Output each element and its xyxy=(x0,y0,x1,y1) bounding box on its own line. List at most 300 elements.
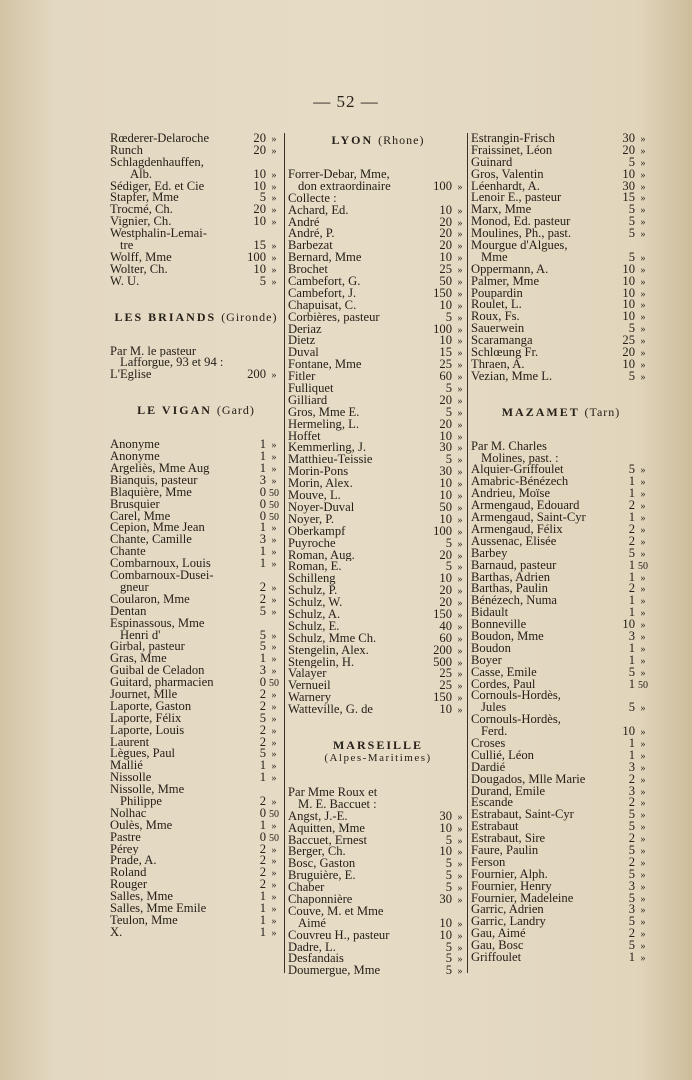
list-item xyxy=(471,916,651,928)
amount-centimes: » xyxy=(457,395,463,407)
donor-name: Cornouls-Hordès, xyxy=(471,690,561,703)
donor-name: Oberkampf xyxy=(288,525,346,538)
donor-name: Schulz, P. xyxy=(288,585,338,598)
spacer xyxy=(110,324,282,346)
section-heading xyxy=(471,405,651,419)
amount-francs: 25 xyxy=(439,262,452,277)
amount-francs: 25 xyxy=(439,666,452,681)
amount-centimes: » xyxy=(640,312,646,324)
list-item xyxy=(471,690,651,702)
amount-centimes: » xyxy=(271,820,277,832)
donor-name: Guitard, pharmacien xyxy=(110,677,214,689)
amount-centimes: » xyxy=(640,596,646,608)
amount-francs: 10 xyxy=(439,511,452,526)
amount-centimes: » xyxy=(640,324,646,336)
amount-francs: 2 xyxy=(259,734,266,749)
spacer xyxy=(288,147,468,169)
amount-francs: 3 xyxy=(628,759,635,774)
donor-name: Salles, Mme Emile xyxy=(110,902,207,915)
list-item xyxy=(288,523,468,538)
donor-name: Palmer, Mme xyxy=(471,275,540,288)
donor-name: Gros, Mme E. xyxy=(288,406,360,419)
amount-francs: 1 xyxy=(259,651,266,666)
donor-name: Mouve, L. xyxy=(288,490,341,502)
donor-name: tre xyxy=(120,240,134,252)
amount-centimes: » xyxy=(640,905,646,917)
list-item xyxy=(471,640,651,655)
amount-centimes: » xyxy=(271,927,277,939)
spacer xyxy=(110,288,282,310)
amount-centimes: » xyxy=(457,514,463,526)
amount-francs: 5 xyxy=(259,639,266,654)
amount-francs: 5 xyxy=(445,535,452,550)
amount-centimes: » xyxy=(640,929,646,941)
amount-francs: 1 xyxy=(628,557,635,572)
donor-name: Cullié, Léon xyxy=(471,749,534,762)
amount-francs: 10 xyxy=(622,297,635,312)
amount-francs: 150 xyxy=(433,285,452,300)
amount-francs: 5 xyxy=(259,627,266,642)
donor-name: Angst, J.-E. xyxy=(288,810,348,823)
list-item xyxy=(288,787,468,799)
amount-francs: 15 xyxy=(622,190,635,205)
section-heading xyxy=(288,133,468,147)
donor-name: Couve, M. et Mme xyxy=(288,905,384,918)
list-item xyxy=(110,558,282,570)
amount-centimes: » xyxy=(457,562,463,574)
amount-francs: 2 xyxy=(259,793,266,808)
donor-name: Roux, Fs. xyxy=(471,311,520,324)
amount-francs: 5 xyxy=(445,309,452,324)
donor-name: Fitler xyxy=(288,371,316,384)
donor-name: Aquitten, Mme xyxy=(288,822,365,835)
amount-francs: 1 xyxy=(259,449,266,464)
amount-centimes: » xyxy=(457,847,463,859)
donor-name: Estrabaut, Sire xyxy=(471,833,546,845)
amount-centimes: » xyxy=(457,538,463,550)
donor-name: Warnery xyxy=(288,692,332,705)
donor-name: Pastre xyxy=(110,831,141,844)
amount-francs: 3 xyxy=(259,472,266,487)
amount-centimes: » xyxy=(640,881,646,893)
list-item xyxy=(110,463,282,475)
amount-francs: 500 xyxy=(433,654,452,669)
amount-francs: 5 xyxy=(628,700,635,715)
list-item xyxy=(110,496,282,511)
amount-centimes: » xyxy=(640,205,646,217)
list-item xyxy=(288,820,468,835)
list-item xyxy=(471,735,651,750)
amount-centimes: » xyxy=(457,384,463,396)
list-item xyxy=(110,734,282,749)
amount-francs: 5 xyxy=(259,746,266,761)
amount-centimes: » xyxy=(640,643,646,655)
donor-name: X. xyxy=(110,926,123,939)
list-item xyxy=(288,178,468,193)
donor-name: Lenoir E., pasteur xyxy=(471,192,562,205)
amount-centimes: » xyxy=(271,276,277,288)
donor-name: Dadre, L. xyxy=(288,941,336,954)
amount-francs: 5 xyxy=(259,710,266,725)
donor-name: Sauerwein xyxy=(471,323,525,336)
amount-francs: 5 xyxy=(628,249,635,264)
amount-centimes: » xyxy=(457,633,463,645)
amount-francs: 0 xyxy=(259,805,266,820)
amount-francs: 1 xyxy=(628,486,635,501)
amount-francs: 1 xyxy=(628,950,635,964)
amount-centimes: » xyxy=(271,713,277,725)
column-3 xyxy=(471,133,651,964)
list-item xyxy=(110,484,282,499)
list-item xyxy=(471,441,651,453)
list-item xyxy=(288,870,468,882)
donor-name: Kemmerling, J. xyxy=(288,442,366,455)
donor-name: Combarnoux-Dusei- xyxy=(110,570,214,582)
amount-francs: 0 xyxy=(259,829,266,844)
amount-centimes: » xyxy=(457,894,463,906)
section-heading-region: (Gironde) xyxy=(221,309,278,324)
amount-centimes: » xyxy=(640,465,646,477)
amount-francs: 30 xyxy=(439,891,452,906)
list-item xyxy=(110,216,282,228)
amount-centimes: » xyxy=(271,606,277,618)
donor-name: Barbey xyxy=(471,547,508,560)
amount-francs: 2 xyxy=(628,771,635,786)
donor-name: Deriaz xyxy=(288,323,322,336)
amount-centimes: » xyxy=(271,264,277,276)
donor-name: Boudon xyxy=(471,642,511,655)
column-1 xyxy=(110,133,282,939)
donor-name: Mourgue d'Algues, xyxy=(471,240,568,252)
amount-francs: 200 xyxy=(433,642,452,657)
donor-name: Laporte, Gaston xyxy=(110,700,192,713)
amount-francs: 5 xyxy=(628,938,635,953)
list-item xyxy=(110,912,282,927)
list-item xyxy=(471,904,651,916)
amount-francs: 20 xyxy=(439,214,452,229)
amount-centimes: » xyxy=(457,705,463,717)
amount-francs: 5 xyxy=(628,866,635,881)
amount-francs: 1 xyxy=(259,461,266,476)
donor-name: don extraordinaire xyxy=(298,180,391,193)
amount-francs: 20 xyxy=(253,142,266,157)
amount-francs: 5 xyxy=(628,154,635,169)
amount-centimes: » xyxy=(640,276,646,288)
donor-name: Teulon, Mme xyxy=(110,914,178,927)
list-item xyxy=(110,855,282,867)
amount-francs: 10 xyxy=(253,261,266,276)
donor-name: Bernard, Mme xyxy=(288,252,362,265)
amount-centimes: » xyxy=(640,169,646,181)
amount-francs: 2 xyxy=(259,698,266,713)
list-item xyxy=(471,464,651,476)
amount-francs: 10 xyxy=(439,927,452,942)
amount-centimes: » xyxy=(271,725,277,737)
donor-name: Aimé xyxy=(298,917,326,930)
donor-name: Monod, Ed. pasteur xyxy=(471,216,571,229)
donor-name: Fournier, Madeleine xyxy=(471,892,574,905)
list-item xyxy=(110,603,282,618)
amount-centimes: 50 xyxy=(269,511,279,523)
list-item xyxy=(471,854,651,869)
amount-centimes: » xyxy=(271,796,277,808)
amount-francs: 5 xyxy=(259,190,266,205)
amount-francs: 5 xyxy=(445,452,452,467)
amount-centimes: » xyxy=(640,229,646,241)
donor-name: Bosc, Gaston xyxy=(288,858,356,871)
amount-centimes: » xyxy=(457,455,463,467)
donor-name: Hermeling, L. xyxy=(288,418,359,431)
amount-francs: 15 xyxy=(439,345,452,360)
donor-name: Estrabaut, Saint-Cyr xyxy=(471,809,574,822)
donor-name: Henri d' xyxy=(120,629,161,642)
list-item xyxy=(110,793,282,808)
donor-name: Chapuisat, C. xyxy=(288,299,357,312)
donor-name: Estrangin-Frisch xyxy=(471,133,555,145)
amount-centimes: » xyxy=(271,241,277,253)
amount-francs: 25 xyxy=(622,333,635,348)
amount-centimes: » xyxy=(640,548,646,560)
list-item xyxy=(471,453,651,465)
amount-centimes: » xyxy=(640,798,646,810)
amount-centimes: » xyxy=(271,370,277,382)
list-item xyxy=(471,676,651,691)
spacer xyxy=(288,765,468,787)
amount-centimes: » xyxy=(271,915,277,927)
amount-centimes: » xyxy=(271,654,277,666)
amount-centimes: » xyxy=(640,572,646,584)
donor-name: Léenhardt, A. xyxy=(471,180,540,193)
amount-centimes: » xyxy=(457,229,463,241)
donor-name: Cordes, Paul xyxy=(471,678,536,691)
amount-francs: 2 xyxy=(259,877,266,892)
donor-name: Thraen, A. xyxy=(471,358,525,371)
amount-centimes: » xyxy=(457,526,463,538)
amount-francs: 2 xyxy=(628,795,635,810)
amount-francs: 10 xyxy=(622,309,635,324)
amount-centimes: » xyxy=(457,550,463,562)
amount-centimes: » xyxy=(271,689,277,701)
donor-name: Wolter, Ch. xyxy=(110,263,168,276)
amount-centimes: 50 xyxy=(269,499,279,511)
amount-centimes: » xyxy=(271,252,277,264)
donor-name: Molines, past. : xyxy=(481,452,559,465)
donor-name: Duval xyxy=(288,347,319,360)
amount-centimes: » xyxy=(457,609,463,621)
list-item xyxy=(110,867,282,879)
list-item xyxy=(471,533,651,548)
amount-francs: 30 xyxy=(622,131,635,145)
amount-centimes: 50 xyxy=(269,832,279,844)
list-item xyxy=(471,821,651,833)
list-item xyxy=(288,547,468,562)
amount-centimes: » xyxy=(271,145,277,157)
list-item xyxy=(110,817,282,832)
list-item xyxy=(110,879,282,891)
donor-name: Morin-Pons xyxy=(288,466,349,479)
amount-centimes: » xyxy=(457,930,463,942)
list-item xyxy=(110,472,282,487)
amount-centimes: » xyxy=(457,443,463,455)
amount-francs: 5 xyxy=(628,545,635,560)
amount-centimes: » xyxy=(271,844,277,856)
amount-francs: 5 xyxy=(628,214,635,229)
donor-name: Blaquière, Mme xyxy=(110,486,192,499)
list-item xyxy=(471,521,651,536)
donor-name: Argeliès, Mme Aug xyxy=(110,463,210,475)
amount-francs: 5 xyxy=(628,321,635,336)
donor-name: Laurent xyxy=(110,736,150,749)
donor-name: Puyroche xyxy=(288,537,336,550)
amount-centimes: » xyxy=(271,761,277,773)
donor-name: Prade, A. xyxy=(110,855,157,868)
amount-centimes: » xyxy=(640,893,646,905)
list-item xyxy=(288,371,468,383)
donor-name: Roman, E. xyxy=(288,561,342,574)
amount-francs: 5 xyxy=(259,603,266,618)
amount-francs: 100 xyxy=(433,178,452,193)
amount-francs: 10 xyxy=(439,476,452,491)
amount-centimes: » xyxy=(640,217,646,229)
amount-centimes: » xyxy=(640,252,646,264)
amount-centimes: » xyxy=(640,857,646,869)
list-item xyxy=(110,522,282,534)
amount-centimes: » xyxy=(640,953,646,964)
list-item xyxy=(110,570,282,582)
donor-name: Gau, Bosc xyxy=(471,940,524,953)
donor-name: Girbal, pasteur xyxy=(110,641,185,654)
list-item xyxy=(110,710,282,725)
amount-centimes: » xyxy=(640,869,646,881)
section-heading-name: MARSEILLE xyxy=(332,737,424,752)
donor-name: Boyer xyxy=(471,654,502,667)
donor-name: Faure, Paulin xyxy=(471,844,539,857)
amount-centimes: » xyxy=(271,749,277,761)
list-item xyxy=(288,846,468,858)
donor-name: Casse, Emile xyxy=(471,666,537,679)
amount-centimes: » xyxy=(271,773,277,785)
amount-centimes: » xyxy=(457,669,463,681)
amount-francs: 1 xyxy=(259,900,266,915)
donor-name: Schulz, W. xyxy=(288,597,343,609)
amount-francs: 5 xyxy=(628,226,635,241)
amount-francs: 1 xyxy=(259,770,266,785)
amount-centimes: » xyxy=(640,134,646,145)
amount-centimes: » xyxy=(640,359,646,371)
donor-name: Dougados, Mlle Marie xyxy=(471,773,586,786)
list-item xyxy=(110,748,282,760)
list-item xyxy=(471,878,651,893)
amount-centimes: 50 xyxy=(269,808,279,820)
amount-francs: 40 xyxy=(439,618,452,633)
donor-name: Runch xyxy=(110,144,143,157)
amount-centimes: » xyxy=(457,288,463,300)
amount-francs: 5 xyxy=(445,951,452,966)
donor-name: Armengaud, Edouard xyxy=(471,500,580,513)
amount-centimes: » xyxy=(271,181,277,193)
list-item xyxy=(110,900,282,915)
amount-centimes: » xyxy=(457,336,463,348)
amount-francs: 0 xyxy=(259,675,266,690)
list-item xyxy=(288,297,468,312)
amount-francs: 1 xyxy=(259,817,266,832)
list-item xyxy=(471,652,651,667)
amount-francs: 20 xyxy=(439,583,452,598)
amount-centimes: » xyxy=(457,574,463,586)
amount-centimes: » xyxy=(271,452,277,464)
amount-centimes: » xyxy=(271,582,277,594)
list-item xyxy=(110,534,282,546)
donor-name: Stengelin, Alex. xyxy=(288,644,369,657)
amount-centimes: » xyxy=(271,630,277,642)
list-item xyxy=(471,771,651,786)
donor-name: Croses xyxy=(471,737,506,750)
donor-name: Bénézech, Numa xyxy=(471,595,558,608)
amount-francs: 3 xyxy=(628,902,635,917)
amount-francs: 3 xyxy=(628,628,635,643)
donor-name: Espinassous, Mme xyxy=(110,617,205,630)
amount-francs: 50 xyxy=(439,499,452,514)
amount-francs: 30 xyxy=(439,464,452,479)
list-item xyxy=(471,545,651,560)
donor-name: Roman, Aug. xyxy=(288,549,355,562)
amount-francs: 5 xyxy=(628,664,635,679)
donor-name: Aussenac, Elisée xyxy=(471,535,557,548)
donor-name: Vernueil xyxy=(288,680,331,693)
donor-name: Philippe xyxy=(120,795,162,808)
amount-centimes: » xyxy=(457,265,463,277)
donor-name: Stapfer, Mme xyxy=(110,192,179,205)
amount-centimes: » xyxy=(640,371,646,383)
list-item xyxy=(471,797,651,809)
amount-francs: 20 xyxy=(439,547,452,562)
amount-centimes: » xyxy=(457,621,463,633)
list-item xyxy=(471,759,651,774)
amount-centimes: » xyxy=(271,892,277,904)
list-item xyxy=(471,583,651,595)
amount-francs: 25 xyxy=(439,678,452,693)
donor-name: Fontane, Mme xyxy=(288,359,362,372)
amount-francs: 100 xyxy=(433,523,452,538)
amount-centimes: » xyxy=(457,181,463,193)
donor-name: Bruguière, E. xyxy=(288,870,356,883)
spacer xyxy=(471,383,651,405)
donor-name: Stengelin, H. xyxy=(288,656,355,669)
amount-centimes: 50 xyxy=(269,678,279,690)
donor-name: Par M. le pasteur xyxy=(110,345,197,358)
donor-name: Pérey xyxy=(110,843,139,856)
donor-name: Armengaud, Saint-Cyr xyxy=(471,512,586,524)
donor-name: Par M. Charles xyxy=(471,440,547,453)
list-item xyxy=(471,890,651,905)
amount-centimes: » xyxy=(271,856,277,868)
amount-francs: 60 xyxy=(439,630,452,645)
list-item xyxy=(110,439,282,451)
amount-francs: 5 xyxy=(445,832,452,847)
donor-name: Morin, Alex. xyxy=(288,478,353,491)
amount-francs: 2 xyxy=(259,841,266,856)
amount-francs: 2 xyxy=(628,521,635,536)
amount-francs: 5 xyxy=(259,273,266,288)
amount-francs: 1 xyxy=(628,747,635,762)
amount-francs: 0 xyxy=(259,496,266,511)
section-heading-name: MAZAMET xyxy=(501,404,580,419)
column-divider xyxy=(284,133,285,973)
amount-francs: 20 xyxy=(622,142,635,157)
donor-name: Cambefort, J. xyxy=(288,287,357,300)
amount-francs: 1 xyxy=(259,758,266,773)
amount-francs: 1 xyxy=(628,474,635,489)
